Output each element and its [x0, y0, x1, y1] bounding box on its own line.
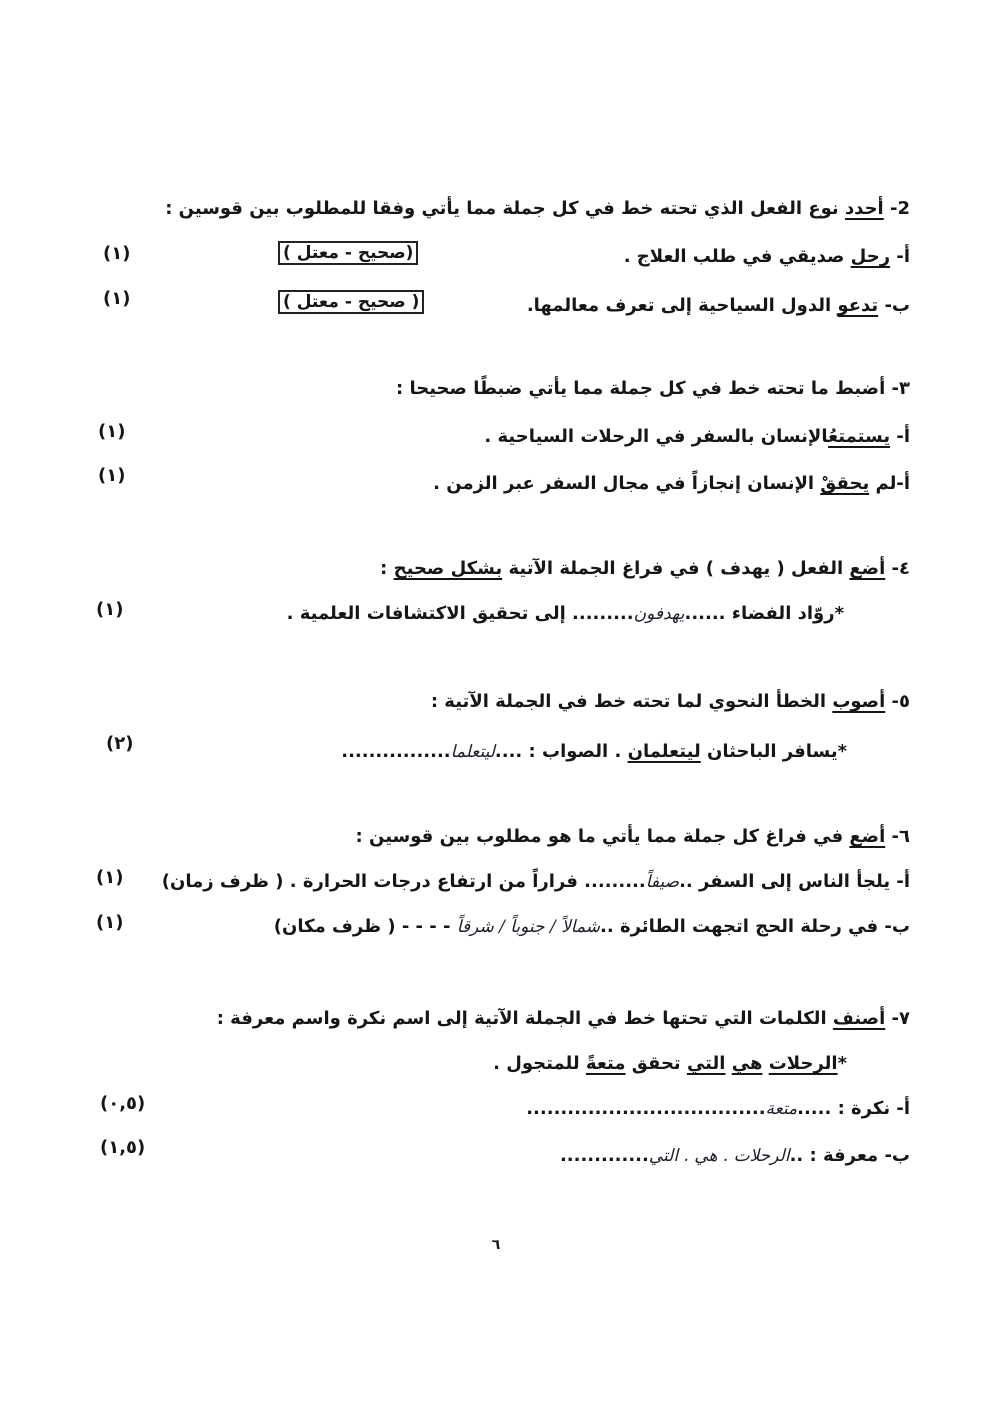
q3-title: ٣- أضبط ما تحته خط في كل جملة مما يأتي ضبطًا صحيحا : — [396, 378, 910, 399]
q6-b-sentence: ب- في رحلة الحج اتجهت الطائرة ..شمالاً / جنوباً / شرقاً - - - - ( ظرف مكان) — [273, 916, 910, 937]
q3-a-mark: (١) — [98, 421, 126, 442]
q2-b-options — [278, 290, 424, 314]
q4-mark: (١) — [96, 599, 124, 620]
q6-a-mark: (١) — [96, 867, 124, 888]
q3-a-sentence: أ- يستمتعُالإنسان بالسفر في الرحلات السياحية . — [484, 426, 910, 447]
q6-a-sentence: أ- يلجأ الناس إلى السفر ..صيفاً......... فراراً من ارتفاع درجات الحرارة . ( ظرف زمان) — [161, 871, 910, 892]
q7-b-handwritten-answer: الرحلات . هي . التي — [648, 1146, 790, 1166]
q2-b-verb: تدعو — [837, 295, 879, 316]
q6-a-handwritten-answer: صيفاً — [645, 872, 680, 892]
q5-title-verb: أصوب — [832, 691, 886, 712]
q2-b-mark: (١) — [103, 288, 131, 309]
q7-b-line: ب- معرفة : ..الرحلات . هي . التي............. — [559, 1145, 910, 1166]
page-number: ٦ — [491, 1237, 501, 1253]
q2-a-options — [278, 241, 418, 265]
q2-b-sentence: ب- تدعو الدول السياحية إلى تعرف معالمها. — [526, 295, 910, 316]
q4-handwritten-answer: يهدفون — [633, 604, 685, 624]
q2-a-options-box: (صحيح - معتل ) — [278, 241, 418, 265]
q7-word-hiya: هي — [731, 1053, 763, 1074]
q4-sentence: *روّاد الفضاء ......يهدفون......... إلى تحقيق الاكتشافات العلمية . — [286, 603, 844, 624]
q6-title: ٦- أضع في فراغ كل جملة مما يأتي ما هو مطلوب بين قوسين : — [355, 826, 910, 847]
q2-b-options-box: ( صحيح - معتل ) — [278, 290, 424, 314]
q7-a-line: أ- نكرة : .....متعة................................... — [526, 1098, 910, 1119]
q3-b-sentence: أ-لم يحققْ الإنسان إنجازاً في مجال السفر عبر الزمن . — [433, 473, 910, 494]
q4-title-correct: بشكل صحيح — [393, 558, 503, 579]
q6-b-mark: (١) — [96, 912, 124, 933]
q5-mark: (٢) — [106, 733, 134, 754]
q5-handwritten-answer: ليتعلما — [450, 742, 495, 762]
q3-b-verb: يحققْ — [820, 473, 870, 494]
q5-wrong-word: ليتعلمان — [627, 741, 701, 762]
q5-title: ٥- أصوب الخطأ النحوي لما تحته خط في الجملة الآتية : — [430, 691, 910, 712]
q7-title-verb: أصنف — [832, 1008, 886, 1029]
q6-title-verb: أضع — [849, 826, 886, 847]
q7-word-mutaa: متعةً — [585, 1053, 626, 1074]
q7-a-handwritten-answer: متعة — [765, 1099, 798, 1119]
q4-title-verb: أضع — [849, 558, 886, 579]
q2-a-sentence: أ- رحل صديقي في طلب العلاج . — [623, 246, 910, 267]
q7-sentence: *الرحلات هي التي تحقق متعةً للمتجول . — [493, 1053, 847, 1074]
q6-b-handwritten-answer: شمالاً / جنوباً / شرقاً — [456, 917, 601, 937]
q3-b-mark: (١) — [98, 465, 126, 486]
q7-word-allati: التي — [686, 1053, 726, 1074]
q7-b-mark: (١,٥) — [100, 1137, 146, 1158]
q7-word-trips: الرحلات — [768, 1053, 838, 1074]
q4-title: ٤- أضع الفعل ( يهدف ) في فراغ الجملة الآتية بشكل صحيح : — [380, 558, 910, 579]
q7-a-mark: (٠,٥) — [100, 1093, 146, 1114]
q2-title: 2- أحدد نوع الفعل الذي تحته خط في كل جملة مما يأتي وفقا للمطلوب بين قوسين : — [165, 198, 910, 219]
q7-title: ٧- أصنف الكلمات التي تحتها خط في الجملة الآتية إلى اسم نكرة واسم معرفة : — [216, 1008, 910, 1029]
q5-sentence: *يسافر الباحثان ليتعلمان . الصواب : ....ليتعلما................ — [341, 741, 847, 762]
q2-a-verb: رحل — [850, 246, 891, 267]
q2-title-verb: أحدد — [844, 198, 884, 219]
q2-a-mark: (١) — [103, 243, 131, 264]
q3-a-verb: يستمتعُ — [828, 426, 891, 447]
